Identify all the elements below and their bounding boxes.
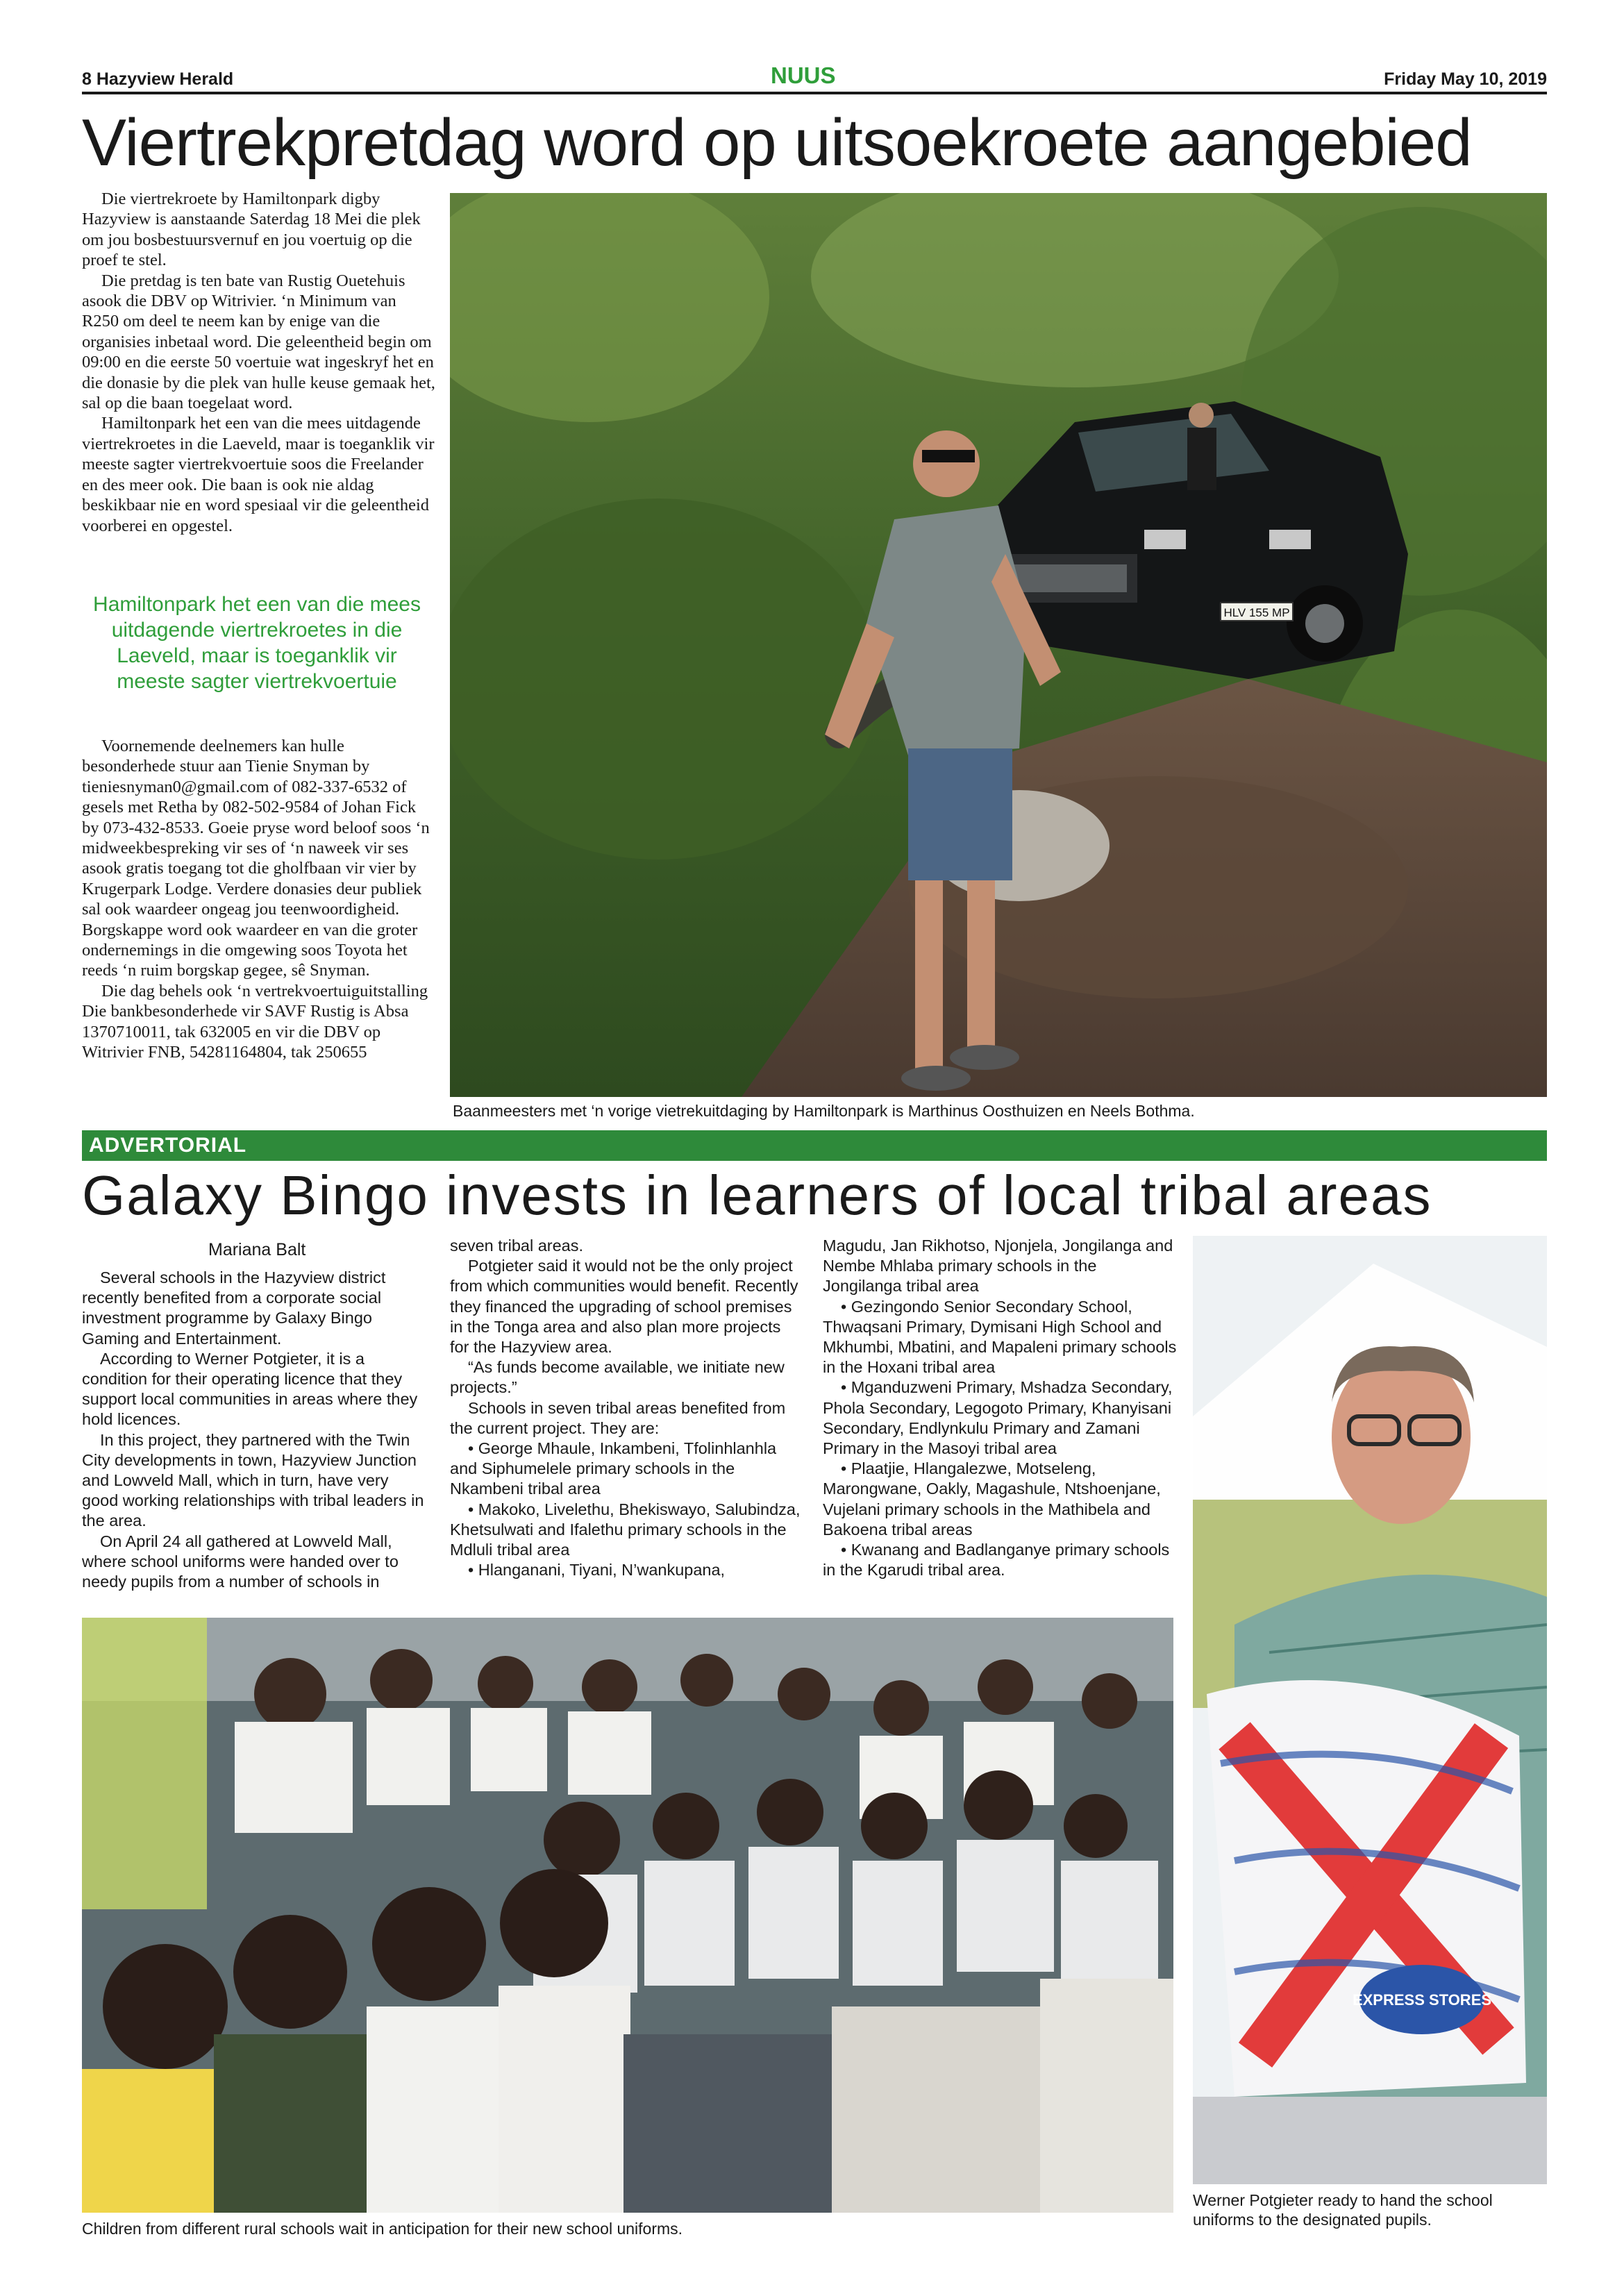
story2-column-1 xyxy=(82,1268,429,1592)
story1-paragraph: Die viertrekroete by Hamiltonpark digby Hazyview is aanstaande Saterdag 18 Mei die plek om jou bosbestuursvernuf en jou voertuig op die proef te stel. xyxy=(82,190,421,270)
advertorial-label: ADVERTORIAL xyxy=(89,1134,247,1157)
issue-date: Friday May 10, 2019 xyxy=(1384,69,1547,89)
uniform-bag xyxy=(1207,1680,1526,2097)
story2-paragraph: seven tribal areas. xyxy=(450,1237,584,1255)
offroad-photo xyxy=(450,193,1547,1097)
story1-headline: Viertrekpretdag word op uitsoekroete aangebied xyxy=(82,106,1472,180)
story2-list-item: • Kwanang and Badlanganye primary schools in the Kgarudi tribal area. xyxy=(823,1541,1170,1579)
offroad-photo-art xyxy=(450,193,1547,1097)
story1-column xyxy=(82,189,436,536)
story1-paragraph: Die dag behels ook ‘n vertrekvoertuiguitstalling Die bankbesonderhede vir SAVF Rustig is Absa 1370710011, tak 632005 en vir die DBV op Witrivier FNB, 54281164804, tak 250655 xyxy=(82,981,428,1062)
story2-paragraph: According to Werner Potgieter, it is a condition for their operating licence that they support local communities in areas where they hold licences. xyxy=(82,1349,418,1429)
story2-list-item: • Gezingondo Senior Secondary School, Thwaqsani Primary, Dymisani High School and Mkhumbi, Mbatini, and Mapaleni primary schools in the Hoxani tribal area xyxy=(823,1297,1177,1377)
man-background xyxy=(1187,403,1216,490)
story2-list-item: • George Mhaule, Inkambeni, Tfolinhlanhla and Siphumelele primary schools in the Nkambeni tribal area xyxy=(450,1439,777,1498)
offroad-photo-caption: Baanmeesters met ‘n vorige vietrekuitdaging by Hamiltonpark is Marthinus Oosthuizen en Neels Bothma. xyxy=(453,1102,1195,1120)
bag-logo-text: EXPRESS STORES xyxy=(1352,1991,1492,2009)
story2-list-item: Magudu, Jan Rikhotso, Njonjela, Jongilanga and Nembe Mhlaba primary schools in the Jongilanga tribal area xyxy=(823,1237,1173,1296)
story2-paragraph: “As funds become available, we initiate new projects.” xyxy=(450,1358,785,1397)
children-photo xyxy=(82,1618,1173,2213)
story2-paragraph: Several schools in the Hazyview district recently benefited from a corporate social investment programme by Galaxy Bingo Gaming and Entertainment. xyxy=(82,1268,386,1348)
children-photo-art xyxy=(82,1618,1173,2213)
masthead-rule xyxy=(82,92,1547,94)
potgieter-photo-art xyxy=(1193,1236,1547,2184)
story2-list-item: • Plaatjie, Hlangalezwe, Motseleng, Marongwane, Oakly, Magashule, Ntshoenjane, Vujelani primary schools in the Mathibela and Bakoena tribal areas xyxy=(823,1459,1161,1539)
story2-headline: Galaxy Bingo invests in learners of local tribal areas xyxy=(82,1164,1432,1226)
story1-paragraph: Die pretdag is ten bate van Rustig Ouetehuis asook die DBV op Witrivier. ‘n Minimum van R250 om deel te neem kan by enige van die organisies inbetaal word. Die geleentheid begin om 09:00 en die eerste 50 voertuie wat ingeskryf het en die donasie by die plek van hulle keuse gemaak het, sal op die baan toegelaat word. xyxy=(82,271,435,413)
children-photo-caption: Children from different rural schools wait in anticipation for their new school uniforms. xyxy=(82,2220,683,2238)
potgieter-photo xyxy=(1193,1236,1547,2184)
advertorial-bar xyxy=(82,1130,1547,1161)
story2-paragraph: In this project, they partnered with the Twin City developments in town, Hazyview Junction and Lowveld Mall, which in turn, have very good working relationships with tribal leaders in the area. xyxy=(82,1430,424,1530)
story2-list-item: • Hlanganani, Tiyani, N’wankupana, xyxy=(468,1561,726,1579)
story1-paragraph: Voornemende deelnemers kan hulle besonderhede stuur aan Tienie Snyman by tieniesnyman0@gmail.com of 082-337-6532 of gesels met Retha by 082-502-9584 of Johan Fick by 073-432-8533. Goeie pryse word beloof soos ‘n midweekbespreking vir ses of ‘n naweek vir ses asook gratis toegang tot die gholfbaan vir vier by Krugerpark Lodge. Verdere donasies deur publiek sal ook waardeer ongeag jou teenwoordigheid. Borgskappe word ook waardeer en van die groter ondernemings in die omgewing soos Toyota het reeds ‘n ruim borgskap gegee, sê Snyman. xyxy=(82,737,430,980)
story2-list-item: • Mganduzweni Primary, Mshadza Secondary, Phola Secondary, Legogoto Primary, Khanyisani Secondary, Endlynkulu Primary and Zamani Primary in the Masoyi tribal area xyxy=(823,1378,1173,1458)
story1-pullquote: Hamiltonpark het een van die mees uitdagende viertrekroetes in die Laeveld, maar is toeganklik vir meeste sagter viertrekvoertuie xyxy=(93,593,421,693)
story1-paragraph: Hamiltonpark het een van die mees uitdagende viertrekroetes in die Laeveld, maar is toeganklik vir meeste sagter viertrekvoertuie soos die Freelander en des meer ook. Die baan is ook nie aldag beskikbaar nie en word spesiaal vir die geleentheid voorberei en opgestel. xyxy=(82,414,435,535)
story2-paragraph: Potgieter said it would not be the only project from which communities would benefit. Recently they financed the upgrading of school premises in the Tonga area and also plan more projects for the Hazyview area. xyxy=(450,1257,798,1357)
byline: Mariana Balt xyxy=(208,1240,306,1259)
story2-column-3 xyxy=(823,1236,1177,1580)
story2-column-2 xyxy=(450,1236,804,1580)
story2-paragraph: Schools in seven tribal areas benefited from the current project. They are: xyxy=(450,1398,786,1437)
story1-column-2 xyxy=(82,736,436,1063)
page-folio: 8 Hazyview Herald xyxy=(82,69,234,89)
story2-paragraph: On April 24 all gathered at Lowveld Mall, where school uniforms were handed over to needy pupils from a number of schools in xyxy=(82,1532,399,1591)
section-tag: NUUS xyxy=(771,62,836,88)
license-plate: HLV 155 MP xyxy=(1223,606,1290,619)
potgieter-photo-caption: Werner Potgieter ready to hand the school uniforms to the designated pupils. xyxy=(1193,2191,1493,2229)
story2-list-item: • Makoko, Livelethu, Bhekiswayo, Salubindza, Khetsulwati and Ifalethu primary schools in the Mdluli tribal area xyxy=(450,1500,801,1559)
